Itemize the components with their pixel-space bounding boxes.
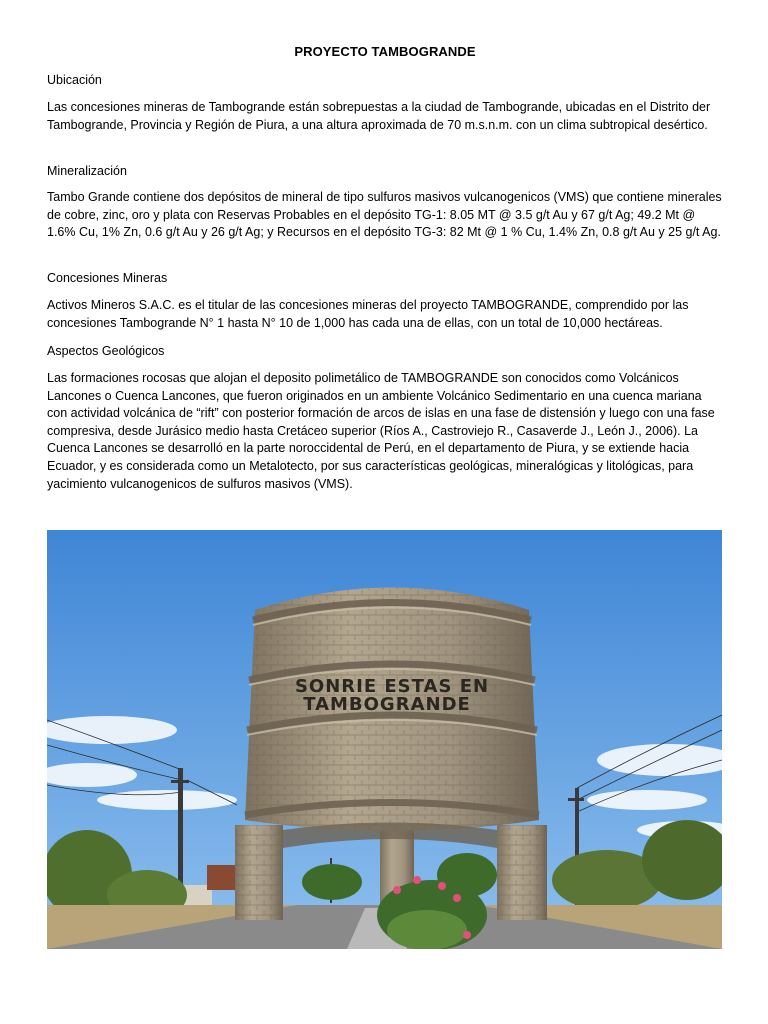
tower-monument: [235, 588, 547, 921]
section-paragraph-mineralizacion: Tambo Grande contiene dos depósitos de mineral de tipo sulfuros masivos vulcanogenicos (VMS) que contiene minerales de cobre, zinc, oro y plata con Reservas Probables en el depósito TG-1: 8.05 MT @ 3.5 g/t Au y 67 g/t Ag; 49.2 Mt @ 1.6% Cu, 1% Zn, 0.6 g/t Au y 26 g/t Ag; y Recursos en el depósito TG-3: 82 Mt @ 1 % Cu, 1.4% Zn, 0.8 g/t Au y 25 g/t Ag.: [47, 190, 722, 240]
photo-illustration: [47, 530, 722, 949]
document-title: PROYECTO TAMBOGRANDE: [294, 44, 476, 59]
section-heading-ubicacion: Ubicación: [47, 73, 102, 87]
sign-text-line2: TAMBOGRANDE: [303, 694, 471, 715]
sign-text-line1: SONRIE ESTAS EN: [294, 676, 490, 697]
section-heading-concesiones: Concesiones Mineras: [47, 271, 168, 285]
tambogrande-tower-photo: [47, 530, 722, 949]
section-paragraph-ubicacion: Las concesiones mineras de Tambogrande están sobrepuestas a la ciudad de Tambogrande, ubicadas en el Distrito der Tambogrande, Provincia y Región de Piura, a una altura aproximada de 70 m.s.n.m. con un clima subtropical desértico.: [47, 100, 711, 132]
section-paragraph-aspectos-geologicos: Las formaciones rocosas que alojan el deposito polimetálico de TAMBOGRANDE son conocidos como Volcánicos Lancones o Cuenca Lancones, que fueron originados en un ambiente Volcánico Sedimentario en una cuenca mariana con actividad volcánica de “rift” con posterior formación de arcos de islas en una fase de distensión y luego con una fase compresiva, desde Jurásico medio hasta Cretáceo superior (Ríos A., Castroviejo R., Casaverde J., León J., 2006). La Cuenca Lancones se desarrolló en la parte noroccidental de Perú, en el departamento de Piura, y se extiende hacia Ecuador, y es considerada como un Metalotecto, por sus características geológicas, mineralógicas y litológicas, para yacimiento vulcanogenicos de sulfuros masivos (VMS).: [47, 371, 715, 491]
section-heading-aspectos-geologicos: Aspectos Geológicos: [47, 344, 165, 358]
section-heading-mineralizacion: Mineralización: [47, 164, 127, 178]
section-paragraph-concesiones: Activos Mineros S.A.C. es el titular de las concesiones mineras del proyecto TAMBOGRANDE, comprendido por las concesiones Tambogrande N° 1 hasta N° 10 de 1,000 has cada una de ellas, con un total de 10,000 hectáreas.: [47, 298, 689, 330]
